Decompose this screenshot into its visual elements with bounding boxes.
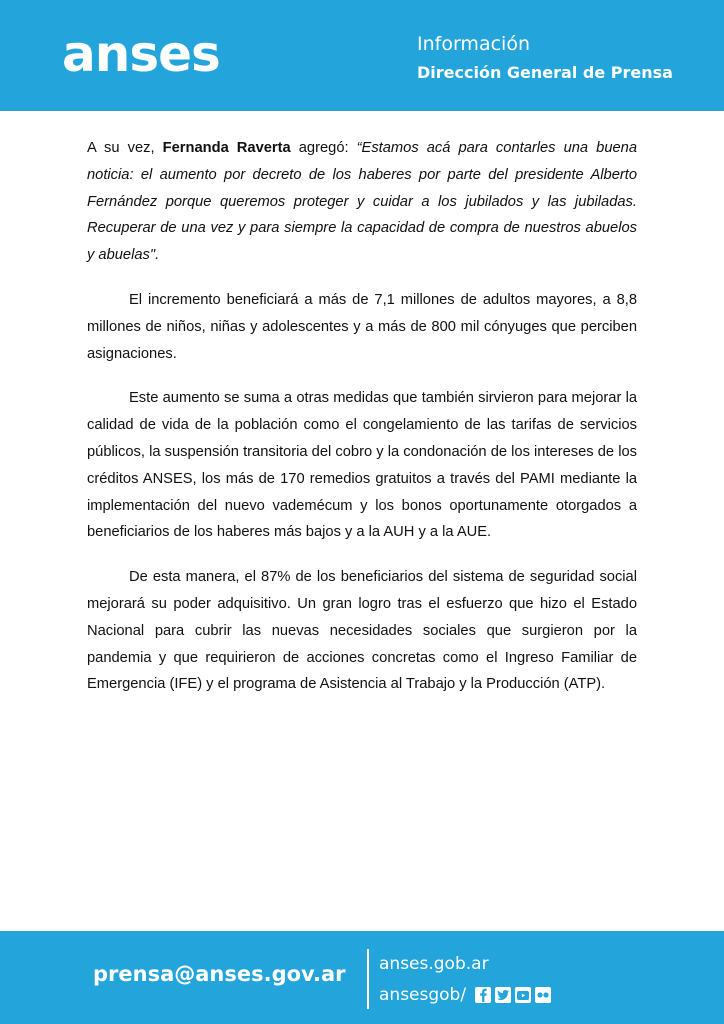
youtube-icon[interactable] <box>515 987 531 1003</box>
facebook-icon[interactable] <box>475 987 491 1003</box>
website-link[interactable]: anses.gob.ar <box>379 954 489 974</box>
quote-text: “Estamos acá para contarles una buena noticia: el aumento por decreto de los haberes por parte del presidente Alberto Fernández porque queremos proteger y cuidar a los jubilados y las jubiladas. Recuperar de una vez y para siempre la capacidad de compra de nuestros abuelos y abuelas". <box>87 140 638 264</box>
paragraph-3: Este aumento se suma a otras medidas que también sirvieron para mejorar la calidad de vida de la población como el congelamiento de las tarifas de servicios públicos, la suspensión transitoria del cobro y la condonación de los intereses de los créditos ANSES, los más de 170 remedios gratuitos a través del PAMI mediante la implementación del nuevo vademécum y los bonos oportunamente otorgados a beneficiarios de los haberes más bajos y a la AUH y a la AUE. <box>87 390 637 541</box>
twitter-icon[interactable] <box>495 987 511 1003</box>
flickr-icon[interactable] <box>535 987 551 1003</box>
footer-divider <box>367 949 369 1009</box>
header-subtitle: Dirección General de Prensa <box>417 63 673 82</box>
press-release-body <box>87 135 637 716</box>
paragraph-4: De esta manera, el 87% de los beneficiarios del sistema de seguridad social mejorará su poder adquisitivo. Un gran logro tras el esfuerzo que hizo el Estado Nacional para cubrir las nuevas necesidades sociales que surgieron por la pandemia y que requirieron de acciones concretas como el Ingreso Familiar de Emergencia (IFE) y el programa de Asistencia al Trabajo y la Producción (ATP). <box>87 569 637 693</box>
anses-logo: anses <box>62 25 220 83</box>
paragraph-2: El incremento beneficiará a más de 7,1 millones de adultos mayores, a 8,8 millones de niños, niñas y adolescentes y a más de 800 mil cónyuges que perciben asignaciones. <box>87 291 637 362</box>
header-title: Información <box>417 33 530 55</box>
header-banner <box>0 0 724 111</box>
speaker-name: Fernanda Raverta <box>162 140 291 156</box>
paragraph-1-intro: A su vez, <box>87 140 163 156</box>
social-handle: ansesgob/ <box>379 985 467 1005</box>
footer-banner <box>0 931 724 1024</box>
press-email-link[interactable]: prensa@anses.gov.ar <box>93 962 346 986</box>
paragraph-1-verb: agregó: <box>290 140 357 156</box>
paragraph-1 <box>87 135 637 269</box>
social-links <box>379 984 555 1006</box>
